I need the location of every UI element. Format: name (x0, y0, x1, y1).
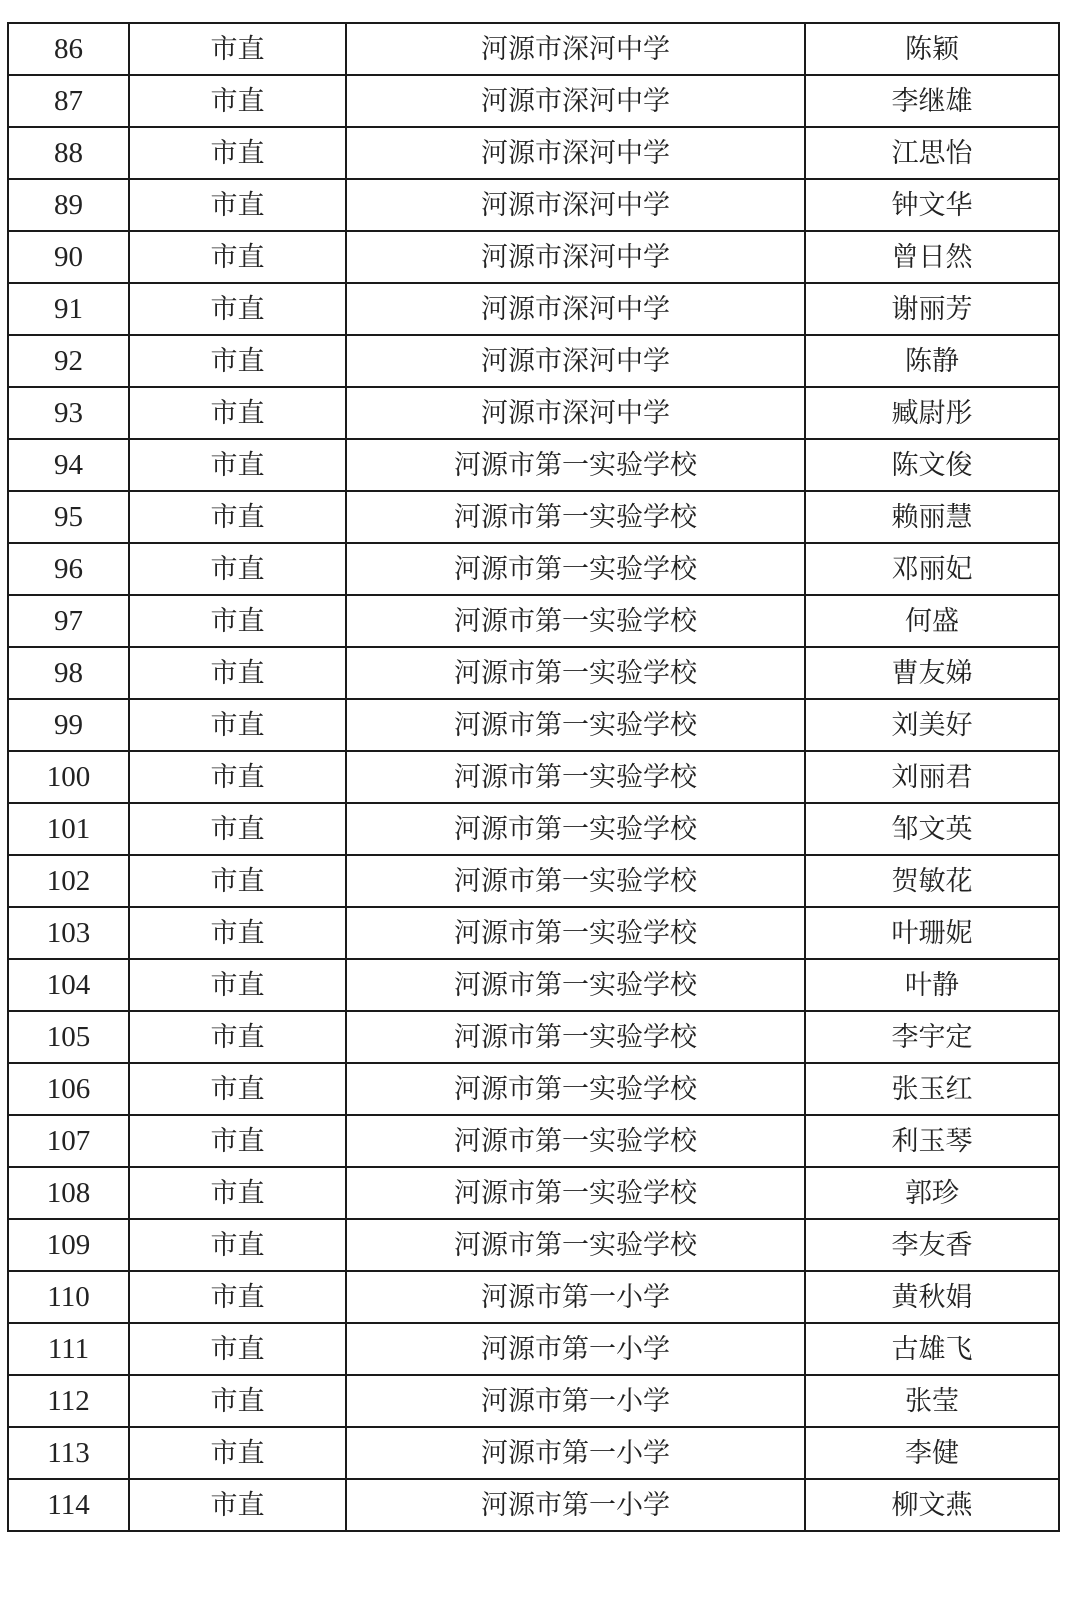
table-row (8, 1427, 1059, 1479)
table-row (8, 1115, 1059, 1167)
district-cell: 市直 (129, 959, 346, 1011)
teacher-name-cell: 张莹 (805, 1375, 1059, 1427)
teacher-name-cell: 古雄飞 (805, 1323, 1059, 1375)
teacher-name-cell: 陈颖 (805, 23, 1059, 75)
table-row (8, 1167, 1059, 1219)
district-cell: 市直 (129, 543, 346, 595)
teacher-name-cell: 曾日然 (805, 231, 1059, 283)
teacher-name-cell: 李继雄 (805, 75, 1059, 127)
teacher-name-cell: 曹友娣 (805, 647, 1059, 699)
roster-table-body (8, 23, 1059, 1531)
row-number-cell: 87 (8, 75, 129, 127)
district-cell: 市直 (129, 647, 346, 699)
row-number-cell: 112 (8, 1375, 129, 1427)
school-cell: 河源市第一实验学校 (346, 803, 805, 855)
table-row (8, 699, 1059, 751)
district-cell: 市直 (129, 1167, 346, 1219)
school-cell: 河源市深河中学 (346, 127, 805, 179)
row-number-cell: 88 (8, 127, 129, 179)
district-cell: 市直 (129, 1271, 346, 1323)
teacher-name-cell: 张玉红 (805, 1063, 1059, 1115)
table-row (8, 803, 1059, 855)
school-cell: 河源市深河中学 (346, 283, 805, 335)
row-number-cell: 108 (8, 1167, 129, 1219)
school-cell: 河源市第一实验学校 (346, 1219, 805, 1271)
school-cell: 河源市第一实验学校 (346, 647, 805, 699)
district-cell: 市直 (129, 1011, 346, 1063)
table-row (8, 75, 1059, 127)
teacher-name-cell: 赖丽慧 (805, 491, 1059, 543)
row-number-cell: 102 (8, 855, 129, 907)
row-number-cell: 110 (8, 1271, 129, 1323)
district-cell: 市直 (129, 751, 346, 803)
district-cell: 市直 (129, 335, 346, 387)
district-cell: 市直 (129, 439, 346, 491)
school-cell: 河源市第一实验学校 (346, 1063, 805, 1115)
school-cell: 河源市第一实验学校 (346, 1011, 805, 1063)
row-number-cell: 96 (8, 543, 129, 595)
district-cell: 市直 (129, 1427, 346, 1479)
table-row (8, 647, 1059, 699)
teacher-name-cell: 柳文燕 (805, 1479, 1059, 1531)
teacher-name-cell: 何盛 (805, 595, 1059, 647)
table-row (8, 1375, 1059, 1427)
table-row (8, 387, 1059, 439)
school-cell: 河源市第一小学 (346, 1323, 805, 1375)
row-number-cell: 86 (8, 23, 129, 75)
roster-table (7, 22, 1060, 1532)
row-number-cell: 109 (8, 1219, 129, 1271)
table-row (8, 751, 1059, 803)
teacher-name-cell: 刘丽君 (805, 751, 1059, 803)
teacher-name-cell: 李友香 (805, 1219, 1059, 1271)
school-cell: 河源市第一实验学校 (346, 439, 805, 491)
teacher-name-cell: 谢丽芳 (805, 283, 1059, 335)
district-cell: 市直 (129, 127, 346, 179)
row-number-cell: 95 (8, 491, 129, 543)
school-cell: 河源市深河中学 (346, 231, 805, 283)
table-row (8, 1323, 1059, 1375)
school-cell: 河源市第一小学 (346, 1427, 805, 1479)
row-number-cell: 114 (8, 1479, 129, 1531)
school-cell: 河源市第一小学 (346, 1479, 805, 1531)
district-cell: 市直 (129, 1219, 346, 1271)
row-number-cell: 89 (8, 179, 129, 231)
row-number-cell: 92 (8, 335, 129, 387)
school-cell: 河源市第一实验学校 (346, 699, 805, 751)
district-cell: 市直 (129, 231, 346, 283)
teacher-name-cell: 陈文俊 (805, 439, 1059, 491)
table-row (8, 1271, 1059, 1323)
teacher-name-cell: 郭珍 (805, 1167, 1059, 1219)
table-row (8, 959, 1059, 1011)
school-cell: 河源市深河中学 (346, 179, 805, 231)
district-cell: 市直 (129, 1115, 346, 1167)
school-cell: 河源市深河中学 (346, 335, 805, 387)
school-cell: 河源市第一实验学校 (346, 907, 805, 959)
school-cell: 河源市第一小学 (346, 1375, 805, 1427)
row-number-cell: 107 (8, 1115, 129, 1167)
district-cell: 市直 (129, 387, 346, 439)
district-cell: 市直 (129, 855, 346, 907)
table-row (8, 439, 1059, 491)
district-cell: 市直 (129, 283, 346, 335)
school-cell: 河源市深河中学 (346, 23, 805, 75)
district-cell: 市直 (129, 1063, 346, 1115)
row-number-cell: 91 (8, 283, 129, 335)
district-cell: 市直 (129, 595, 346, 647)
row-number-cell: 99 (8, 699, 129, 751)
teacher-name-cell: 臧尉彤 (805, 387, 1059, 439)
school-cell: 河源市深河中学 (346, 387, 805, 439)
district-cell: 市直 (129, 1375, 346, 1427)
row-number-cell: 97 (8, 595, 129, 647)
table-row (8, 179, 1059, 231)
teacher-name-cell: 贺敏花 (805, 855, 1059, 907)
row-number-cell: 103 (8, 907, 129, 959)
district-cell: 市直 (129, 23, 346, 75)
teacher-name-cell: 叶珊妮 (805, 907, 1059, 959)
table-row (8, 283, 1059, 335)
teacher-name-cell: 刘美好 (805, 699, 1059, 751)
teacher-name-cell: 钟文华 (805, 179, 1059, 231)
table-row (8, 855, 1059, 907)
row-number-cell: 105 (8, 1011, 129, 1063)
table-row (8, 335, 1059, 387)
school-cell: 河源市第一实验学校 (346, 959, 805, 1011)
district-cell: 市直 (129, 179, 346, 231)
district-cell: 市直 (129, 1479, 346, 1531)
school-cell: 河源市第一实验学校 (346, 543, 805, 595)
row-number-cell: 98 (8, 647, 129, 699)
row-number-cell: 94 (8, 439, 129, 491)
row-number-cell: 90 (8, 231, 129, 283)
school-cell: 河源市第一实验学校 (346, 1167, 805, 1219)
table-row (8, 543, 1059, 595)
table-row (8, 1479, 1059, 1531)
school-cell: 河源市第一实验学校 (346, 855, 805, 907)
teacher-name-cell: 叶静 (805, 959, 1059, 1011)
teacher-name-cell: 黄秋娟 (805, 1271, 1059, 1323)
district-cell: 市直 (129, 907, 346, 959)
table-row (8, 1063, 1059, 1115)
table-row (8, 1011, 1059, 1063)
school-cell: 河源市第一实验学校 (346, 751, 805, 803)
teacher-name-cell: 邓丽妃 (805, 543, 1059, 595)
teacher-name-cell: 江思怡 (805, 127, 1059, 179)
district-cell: 市直 (129, 803, 346, 855)
school-cell: 河源市第一实验学校 (346, 1115, 805, 1167)
table-row (8, 907, 1059, 959)
district-cell: 市直 (129, 1323, 346, 1375)
teacher-name-cell: 李宇定 (805, 1011, 1059, 1063)
row-number-cell: 104 (8, 959, 129, 1011)
row-number-cell: 93 (8, 387, 129, 439)
table-row (8, 23, 1059, 75)
teacher-name-cell: 邹文英 (805, 803, 1059, 855)
row-number-cell: 100 (8, 751, 129, 803)
district-cell: 市直 (129, 491, 346, 543)
school-cell: 河源市第一实验学校 (346, 491, 805, 543)
teacher-name-cell: 李健 (805, 1427, 1059, 1479)
school-cell: 河源市深河中学 (346, 75, 805, 127)
school-cell: 河源市第一实验学校 (346, 595, 805, 647)
table-row (8, 1219, 1059, 1271)
district-cell: 市直 (129, 699, 346, 751)
table-row (8, 231, 1059, 283)
teacher-name-cell: 利玉琴 (805, 1115, 1059, 1167)
school-cell: 河源市第一小学 (346, 1271, 805, 1323)
table-row (8, 491, 1059, 543)
row-number-cell: 106 (8, 1063, 129, 1115)
row-number-cell: 113 (8, 1427, 129, 1479)
row-number-cell: 111 (8, 1323, 129, 1375)
table-row (8, 595, 1059, 647)
teacher-name-cell: 陈静 (805, 335, 1059, 387)
row-number-cell: 101 (8, 803, 129, 855)
district-cell: 市直 (129, 75, 346, 127)
table-row (8, 127, 1059, 179)
